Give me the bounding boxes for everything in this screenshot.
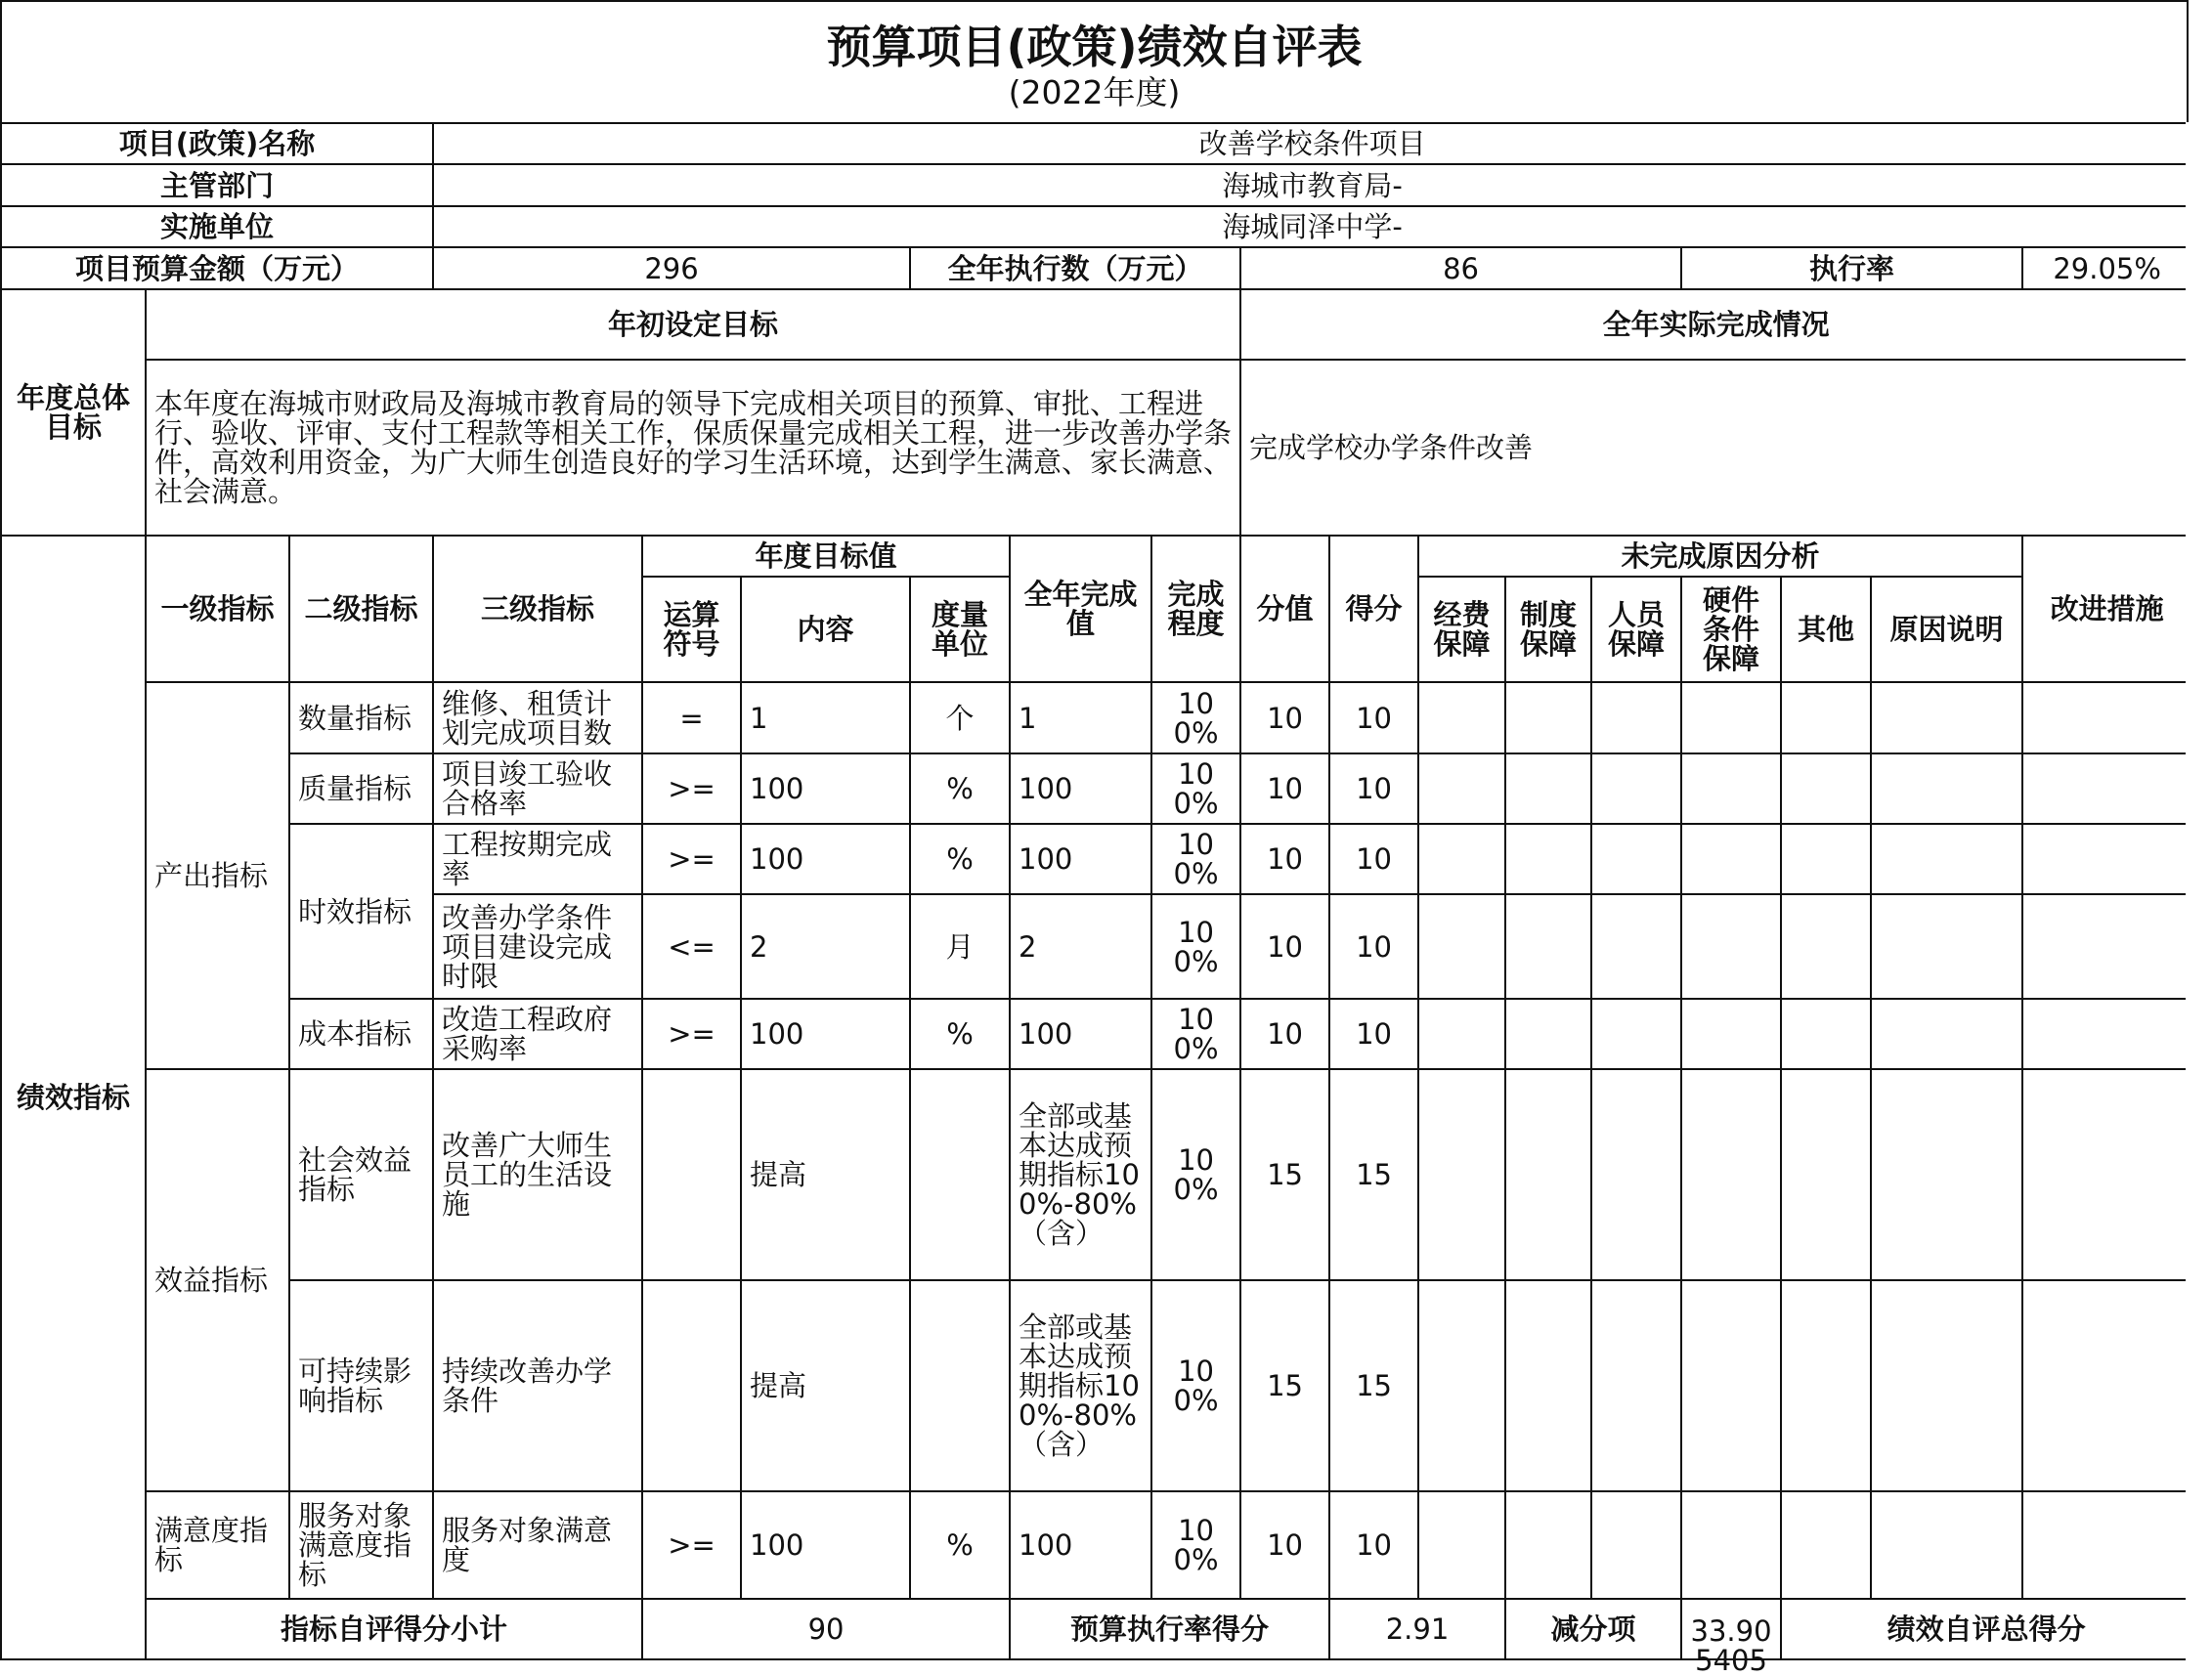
operator-cell: >= [642,753,741,824]
unit-cell: 个 [910,682,1010,753]
subtotal-label: 指标自评得分小计 [146,1599,642,1659]
unit-value: 海城同泽中学- [433,206,2191,247]
table-row [1,682,2191,753]
budget-row [1,247,2191,289]
level3-cell: 维修、租赁计划完成项目数 [433,682,642,753]
actual-cell: 2 [1010,894,1151,999]
score-cell: 10 [1329,894,1418,999]
level3-cell: 持续改善办学条件 [433,1280,642,1491]
level2-cell: 质量指标 [289,753,433,824]
budget-value: 296 [433,247,910,289]
score-value-cell: 15 [1240,1280,1329,1491]
score-cell: 10 [1329,824,1418,894]
content-header: 内容 [741,577,910,682]
score-value-cell: 10 [1240,1491,1329,1599]
completion-cell: 100% [1151,1280,1240,1491]
dept-row [1,164,2191,206]
completion-header: 完成程度 [1151,536,1240,682]
actual-cell: 100 [1010,753,1151,824]
score-value-cell: 10 [1240,753,1329,824]
level3-cell: 服务对象满意度 [433,1491,642,1599]
score-cell: 10 [1329,682,1418,753]
reason-hardware-header: 硬件条件保障 [1681,577,1781,682]
unit-cell [910,1280,1010,1491]
level3-cell: 改善办学条件项目建设完成时限 [433,894,642,999]
score-value-cell: 10 [1240,682,1329,753]
subtotal-value: 90 [642,1599,1010,1659]
score-value-cell: 10 [1240,894,1329,999]
table-row [1,1491,2191,1599]
goal-actual-header: 全年实际完成情况 [1240,289,2191,360]
operator-header: 运算符号 [642,577,741,682]
budget-label: 项目预算金额（万元） [1,247,433,289]
operator-cell: <= [642,894,741,999]
score-cell: 10 [1329,999,1418,1069]
goal-content-row [1,360,2191,536]
content-cell: 100 [741,753,910,824]
level2-time: 时效指标 [289,824,433,999]
goal-set-header: 年初设定目标 [146,289,1240,360]
level1-cell: 满意度指标 [146,1491,289,1599]
dept-label: 主管部门 [1,164,433,206]
content-cell: 提高 [741,1069,910,1280]
content-cell: 100 [741,824,910,894]
table-row [1,1280,2191,1491]
actual-cell: 全部或基本达成预期指标100%-80%（含） [1010,1280,1151,1491]
score-cell: 10 [1329,753,1418,824]
dept-value: 海城市教育局- [433,164,2191,206]
reason-desc-header: 原因说明 [1871,577,2022,682]
score-cell: 10 [1329,1491,1418,1599]
indicator-header-row-1 [1,536,2191,577]
unit-cell: 月 [910,894,1010,999]
actual-cell: 100 [1010,1491,1151,1599]
level3-cell: 改造工程政府采购率 [433,999,642,1069]
improve-header: 改进措施 [2022,536,2191,682]
unit-cell: % [910,999,1010,1069]
operator-cell: >= [642,824,741,894]
reason-fund-header: 经费保障 [1418,577,1505,682]
score-value-cell: 10 [1240,999,1329,1069]
rate-label: 执行率 [1681,247,2022,289]
level2-cell: 数量指标 [289,682,433,753]
actual-cell: 全部或基本达成预期指标100%-80%（含） [1010,1069,1151,1280]
table-row [1,999,2191,1069]
level1-header: 一级指标 [146,536,289,682]
content-cell: 100 [741,1491,910,1599]
budget-rate-score-value: 2.91 [1329,1599,1505,1659]
unit-header: 度量单位 [910,577,1010,682]
total-score-label: 绩效自评总得分 [1781,1599,2191,1659]
table-row [1,824,2191,894]
annual-goal-label: 年度总体目标 [1,289,146,536]
unit-cell: % [910,824,1010,894]
operator-cell: = [642,682,741,753]
level1-benefit: 效益指标 [146,1069,289,1491]
reason-other-header: 其他 [1781,577,1871,682]
project-name-row [1,123,2191,164]
level2-cell: 社会效益指标 [289,1069,433,1280]
actual-cell: 1 [1010,682,1151,753]
exec-label: 全年执行数（万元） [910,247,1240,289]
year-subtitle: (2022年度) [1008,73,1181,111]
completion-cell: 100% [1151,824,1240,894]
exec-value: 86 [1240,247,1681,289]
score-value-header: 分值 [1240,536,1329,682]
unit-cell: % [910,1491,1010,1599]
level3-header: 三级指标 [433,536,642,682]
perf-indicator-label: 绩效指标 [1,536,146,1659]
budget-rate-score-label: 预算执行率得分 [1010,1599,1329,1659]
level2-cell: 可持续影响指标 [289,1280,433,1491]
operator-cell [642,1069,741,1280]
deduct-value: 33.905405 [1681,1599,1781,1659]
actual-header: 全年完成值 [1010,536,1151,682]
reason-group-header: 未完成原因分析 [1418,536,2022,577]
deduct-label: 减分项 [1505,1599,1681,1659]
footer-row [1,1599,2191,1659]
unit-label: 实施单位 [1,206,433,247]
content-cell: 1 [741,682,910,753]
sheet-margin [2186,122,2212,1670]
table-row [1,753,2191,824]
reason-system-header: 制度保障 [1505,577,1591,682]
score-cell: 15 [1329,1069,1418,1280]
actual-cell: 100 [1010,824,1151,894]
score-value-cell: 10 [1240,824,1329,894]
unit-cell: % [910,753,1010,824]
unit-row [1,206,2191,247]
level2-cell: 服务对象满意度指标 [289,1491,433,1599]
score-value-cell: 15 [1240,1069,1329,1280]
target-group-header: 年度目标值 [642,536,1010,577]
completion-cell: 100% [1151,894,1240,999]
level2-header: 二级指标 [289,536,433,682]
level2-cell: 成本指标 [289,999,433,1069]
level3-cell: 工程按期完成率 [433,824,642,894]
content-cell: 提高 [741,1280,910,1491]
content-cell: 2 [741,894,910,999]
score-header: 得分 [1329,536,1418,682]
operator-cell: >= [642,1491,741,1599]
unit-cell [910,1069,1010,1280]
completion-cell: 100% [1151,999,1240,1069]
operator-cell: >= [642,999,741,1069]
rate-value: 29.05% [2022,247,2191,289]
score-cell: 15 [1329,1280,1418,1491]
level1-output: 产出指标 [146,682,289,1069]
level3-cell: 项目竣工验收合格率 [433,753,642,824]
operator-cell [642,1280,741,1491]
project-name-label: 项目(政策)名称 [1,123,433,164]
completion-cell: 100% [1151,682,1240,753]
actual-cell: 100 [1010,999,1151,1069]
reason-staff-header: 人员保障 [1591,577,1681,682]
project-name-value: 改善学校条件项目 [433,123,2191,164]
goal-set-text: 本年度在海城市财政局及海城市教育局的领导下完成相关项目的预算、审批、工程进行、验收、评审、支付工程款等相关工作，保质保量完成相关工程，进一步改善办学条件，高效利用资金，为广大师生创造良好的学习生活环境，达到学生满意、家长满意、社会满意。 [146,360,1240,536]
goal-actual-text: 完成学校办学条件改善 [1240,360,2191,536]
goal-header-row [1,289,2191,360]
content-cell: 100 [741,999,910,1069]
evaluation-table [0,122,2192,1677]
page-title: 预算项目(政策)绩效自评表 [826,21,1363,73]
table-row [1,1069,2191,1280]
level3-cell: 改善广大师生员工的生活设施 [433,1069,642,1280]
completion-cell: 100% [1151,1069,1240,1280]
completion-cell: 100% [1151,1491,1240,1599]
title-block [0,0,2189,124]
completion-cell: 100% [1151,753,1240,824]
